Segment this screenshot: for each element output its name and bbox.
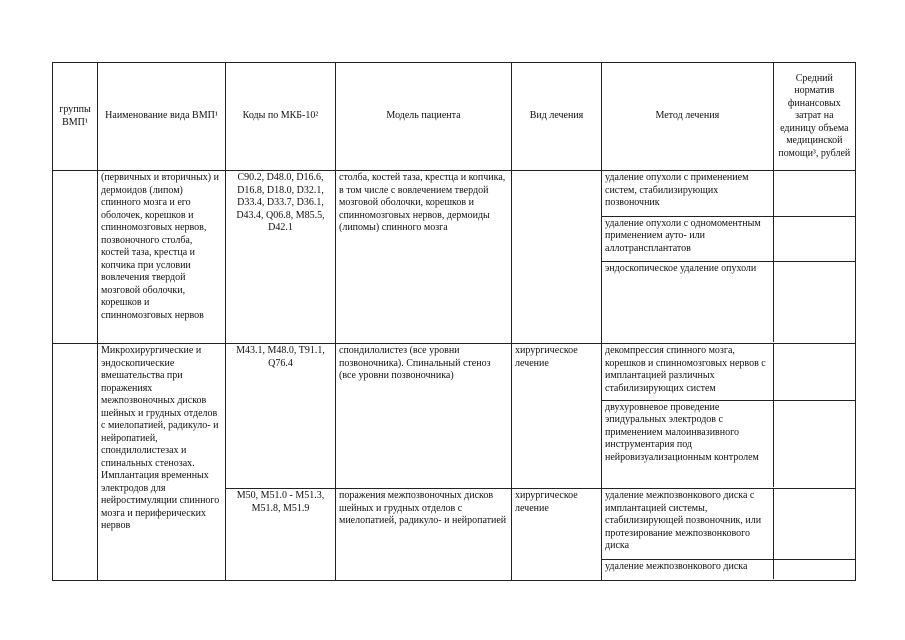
method-item: удаление межпозвонкового диска с имплантацией системы, стабилизирующей позвоночник, или протезирование межпозвонкового диска <box>602 489 773 559</box>
method-list <box>602 489 855 579</box>
treatment-type-cell: хирургическое лечение <box>512 489 602 581</box>
col-header-model: Модель пациента <box>336 63 512 171</box>
patient-model-cell: столба, костей таза, крестца и копчика, в том числе с вовлечением твердой мозговой оболочки, корешков и спинномозговых нервов, дермоиды (липомы) спинного мозга <box>336 171 512 344</box>
col-header-type: Вид лечения <box>512 63 602 171</box>
treatment-type-cell: хирургическое лечение <box>512 344 602 489</box>
treatment-type-cell <box>512 171 602 344</box>
method-row <box>602 171 855 216</box>
col-header-name: Наименование вида ВМП¹ <box>98 63 226 171</box>
group-cell <box>53 171 98 344</box>
col-header-cost: Средний норматив финансовых затрат на единицу объема медицинской помощи³, рублей <box>773 63 855 171</box>
method-item: удаление опухоли с одномоментным применением ауто- или аллотрансплантатов <box>602 216 773 261</box>
col-header-codes: Коды по МКБ-10² <box>226 63 336 171</box>
vmp-name-cell: (первичных и вторичных) и дермоидов (липом) спинного мозга и его оболочек, корешков и спинномозговых нервов, позвоночного столба, костей таза, крестца и копчика при условии вовлечения твердой мозговой оболочки, корешков и спинномозговых нервов <box>98 171 226 344</box>
method-list <box>602 344 855 487</box>
method-item: удаление опухоли с применением систем, стабилизирующих позвоночник <box>602 171 773 216</box>
icd-codes-cell: M43.1, M48.0, T91.1, Q76.4 <box>226 344 336 489</box>
patient-model-cell: поражения межпозвоночных дисков шейных и грудных отделов с миелопатией, радикуло- и нейропатией <box>336 489 512 581</box>
table-row <box>53 171 856 344</box>
group-cell <box>53 344 98 581</box>
cost-cell <box>773 216 855 261</box>
col-header-group: группы ВМП¹ <box>53 63 98 171</box>
vmp-table <box>52 62 856 581</box>
table-row <box>53 344 856 489</box>
method-row <box>602 559 855 579</box>
method-item: двухуровневое проведение эпидуральных электродов с применением малоинвазивного инструментария под нейровизуализационным контролем <box>605 401 759 463</box>
patient-model-cell: спондилолистез (все уровни позвоночника). Спинальный стеноз (все уровни позвоночника) <box>336 344 512 489</box>
cost-cell <box>773 171 855 216</box>
method-item: эндоскопическое удаление опухоли <box>605 262 757 274</box>
cost-cell <box>773 344 855 400</box>
icd-codes-cell: C90.2, D48.0, D16.6, D16.8, D18.0, D32.1, D33.4, D33.7, D36.1, D43.4, Q06.8, M85.5, D42.1 <box>226 171 336 344</box>
header-row <box>53 63 856 171</box>
method-row <box>602 216 855 261</box>
method-item: декомпрессия спинного мозга, корешков и спинномозговых нервов с имплантацией различных стабилизирующих систем <box>602 344 773 400</box>
method-cost-cell <box>602 489 856 581</box>
method-row <box>602 489 855 559</box>
cost-cell <box>773 559 855 579</box>
method-row <box>602 344 855 400</box>
method-cost-cell <box>602 171 856 344</box>
method-row <box>602 400 855 487</box>
method-list <box>602 171 855 342</box>
cost-cell <box>773 489 855 559</box>
icd-codes-cell: M50, M51.0 - M51.3, M51.8, M51.9 <box>226 489 336 581</box>
method-row <box>602 261 855 342</box>
vmp-name-cell: Микрохирургические и эндоскопические вмешательства при поражениях межпозвоночных дисков шейных и грудных отделов с миелопатией, радикуло- и нейропатией, спондилолистезах и спинальных стенозах. Имплантация временных электродов для нейростимуляции спинного мозга и периферических нервов <box>98 344 226 581</box>
col-header-method: Метод лечения <box>602 63 774 171</box>
cost-cell <box>773 400 855 487</box>
method-item: удаление межпозвонкового диска <box>605 560 748 572</box>
method-cost-cell <box>602 344 856 489</box>
cost-cell <box>773 261 855 342</box>
